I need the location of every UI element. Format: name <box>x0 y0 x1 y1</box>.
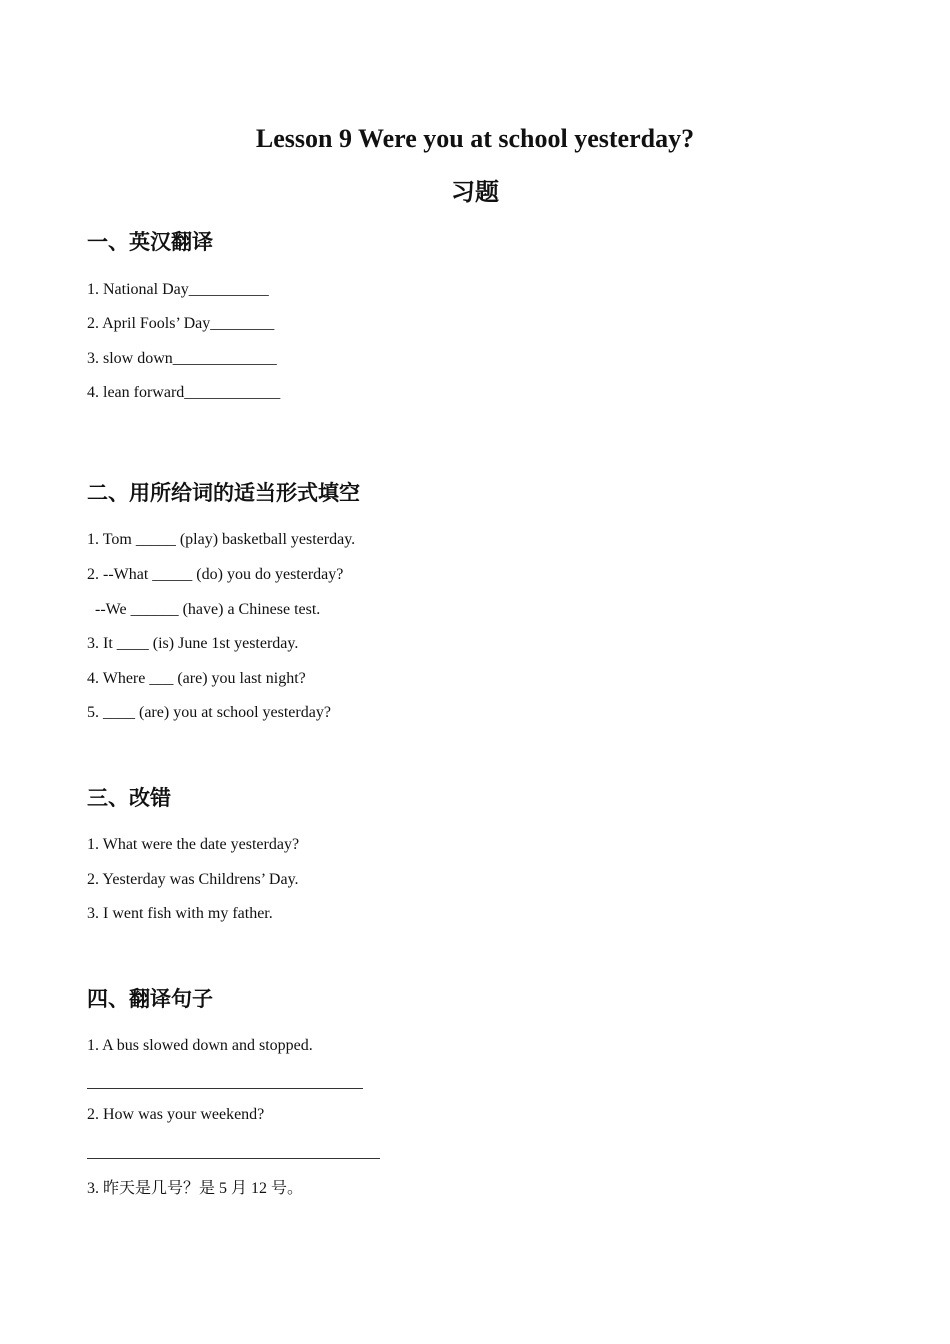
section-heading-error-correction: 三、改错 <box>87 786 171 810</box>
exercise-item: 4. lean forward____________ <box>87 384 281 401</box>
exercise-item: 3. It ____ (is) June 1st yesterday. <box>87 635 299 652</box>
exercise-item: 2. April Fools’ Day________ <box>87 315 275 332</box>
exercise-item: 3. 昨天是几号？是 5 月 12 号。 <box>87 1180 304 1197</box>
section-heading-sentence-translation: 四、翻译句子 <box>87 987 213 1011</box>
answer-line <box>87 1158 380 1159</box>
section-heading-translation: 一、英汉翻译 <box>87 230 213 254</box>
exercise-item: 2. --What _____ (do) you do yesterday? <box>87 566 344 583</box>
exercise-item: 5. ____ (are) you at school yesterday? <box>87 704 331 721</box>
exercise-item: 1. A bus slowed down and stopped. <box>87 1037 313 1054</box>
exercise-item: 3. slow down_____________ <box>87 350 277 367</box>
exercise-item: --We ______ (have) a Chinese test. <box>87 601 321 618</box>
exercise-item: 4. Where ___ (are) you last night? <box>87 670 306 687</box>
page-subtitle: 习题 <box>451 178 499 206</box>
exercise-item: 2. How was your weekend? <box>87 1106 265 1123</box>
section-heading-fill-blank: 二、用所给词的适当形式填空 <box>87 481 360 505</box>
exercise-item: 1. What were the date yesterday? <box>87 836 300 853</box>
exercise-item: 1. National Day__________ <box>87 281 269 298</box>
exercise-item: 3. I went fish with my father. <box>87 905 273 922</box>
page-title: Lesson 9 Were you at school yesterday? <box>255 124 695 153</box>
exercise-item: 2. Yesterday was Childrens’ Day. <box>87 871 299 888</box>
answer-line <box>87 1088 363 1089</box>
exercise-item: 1. Tom _____ (play) basketball yesterday. <box>87 531 356 548</box>
